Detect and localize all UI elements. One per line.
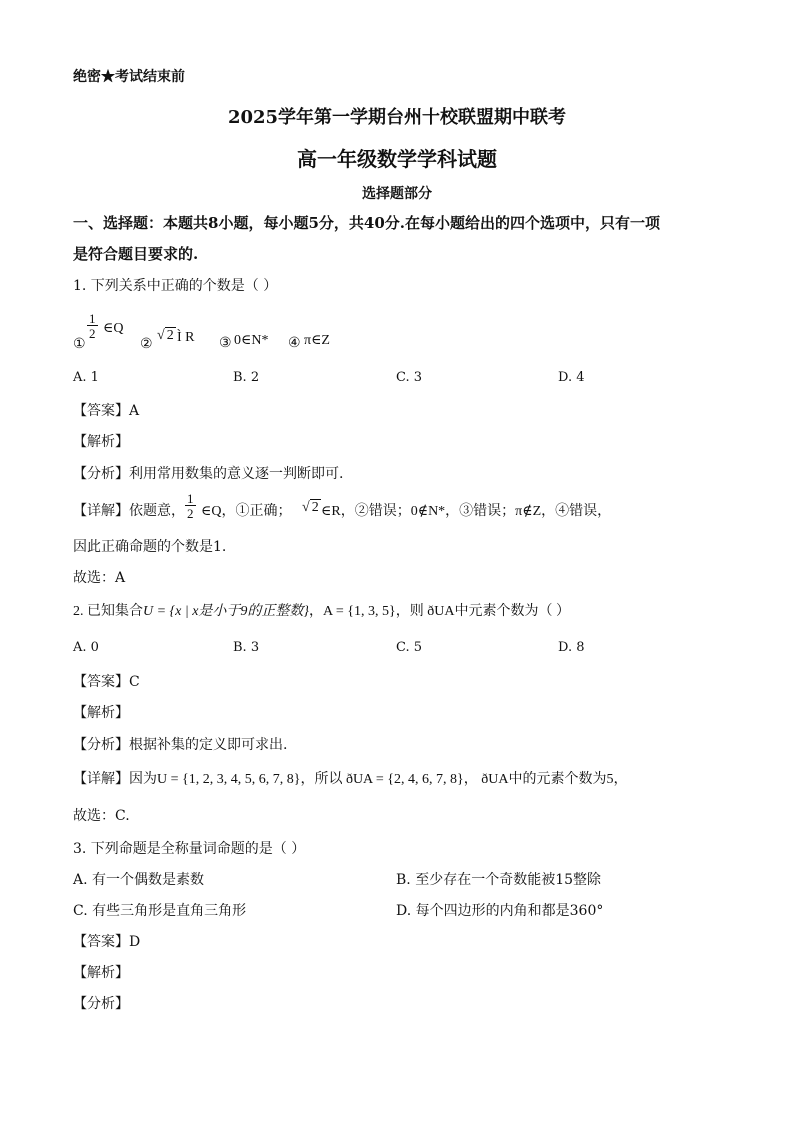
q2-option-d: D. 8 (558, 640, 585, 655)
q1-detail-sqrt: √ 2 (302, 500, 319, 515)
q1-option-a: A. 1 (73, 370, 99, 385)
fraction-one-half: $\frac{1}{2}$ (89, 311, 96, 341)
part-heading-line2: 是符合题目要求的. (73, 245, 199, 263)
q1-fenxi: 【分析】利用常用数集的意义逐一判断即可. (73, 466, 344, 482)
item-1-relation: ∈Q (103, 321, 124, 336)
q3-answer: 【答案】D (73, 934, 141, 950)
q3-option-b: B. 至少存在一个奇数能被15整除 (396, 872, 602, 888)
q2-analysis-label: 【解析】 (73, 705, 129, 721)
question-2-stem (73, 600, 570, 620)
confidential-label: 绝密★考试结束前 (73, 69, 185, 85)
q1-option-b: B. 2 (233, 370, 260, 385)
q2-fenxi: 【分析】根据补集的定义即可求出. (73, 737, 288, 753)
q3-option-d: D. 每个四边形的内角和都是360° (396, 903, 604, 919)
part-heading-line1: 一、选择题：本题共8小题，每小题5分，共40分.在每小题给出的四个选项中，只有一项 (73, 214, 660, 232)
q1-detail-fraction: $\frac{1}{2}$ (187, 491, 194, 521)
item-4-text: π∈Z (304, 333, 330, 348)
q3-option-a: A. 有一个偶数是素数 (73, 872, 205, 888)
exam-title: 2025学年第一学期台州十校联盟期中联考 (227, 107, 567, 128)
q1-option-d: D. 4 (558, 370, 585, 385)
q1-detail-part1: ∈Q，①正确； (201, 504, 292, 519)
q2-option-a: A. 0 (73, 640, 99, 655)
q1-option-c: C. 3 (396, 370, 423, 385)
q3-fenxi: 【分析】 (73, 996, 129, 1012)
question-3-stem: 3. 下列命题是全称量词命题的是（ ） (73, 841, 306, 857)
q2-stem-prefix: 2. 已知集合 (73, 604, 143, 619)
q1-detail (73, 492, 733, 532)
q1-choose: 故选：A (73, 570, 126, 586)
item-3-mark: ③ (219, 336, 232, 351)
q2-set-u: U = {x | x是小于9的正整数} (143, 604, 310, 619)
item-3-text: 0∈N* (234, 333, 269, 348)
q2-set-a: ，A = {1, 3, 5} (309, 604, 396, 619)
q1-answer: 【答案】A (73, 403, 140, 419)
question-1-stem: 1. 下列关系中正确的个数是（ ） (73, 278, 278, 294)
q2-detail: 【详解】因为U = {1, 2, 3, 4, 5, 6, 7, 8}，所以 ðUA = {2, 4, 6, 7, 8}， ðUA中的元素个数为5， (73, 772, 628, 787)
item-4-mark: ④ (288, 336, 301, 351)
q1-conclusion: 因此正确命题的个数是1. (73, 539, 227, 555)
item-2-mark: ② (140, 337, 153, 352)
sqrt-two: √ 2 (157, 328, 174, 343)
q1-detail-part2: ∈R，②错误；0∉N*，③错误；π∉Z，④错误， (321, 504, 612, 519)
q1-analysis-label: 【解析】 (73, 434, 129, 450)
q3-analysis-label: 【解析】 (73, 965, 129, 981)
q2-answer: 【答案】C (73, 674, 140, 690)
q2-option-c: C. 5 (396, 640, 423, 655)
q2-option-b: B. 3 (233, 640, 260, 655)
q2-choose: 故选：C. (73, 808, 130, 824)
item-1-mark: ① (73, 337, 86, 352)
q1-detail-prefix: 【详解】依题意， (73, 504, 185, 519)
exam-subtitle: 高一年级数学学科试题 (297, 147, 497, 171)
section-title: 选择题部分 (362, 186, 432, 202)
q2-stem-suffix: ，则 ðUA中元素个数为（ ） (395, 604, 570, 619)
item-2-relation: Ì R (177, 330, 195, 345)
q3-option-c: C. 有些三角形是直角三角形 (73, 903, 247, 919)
